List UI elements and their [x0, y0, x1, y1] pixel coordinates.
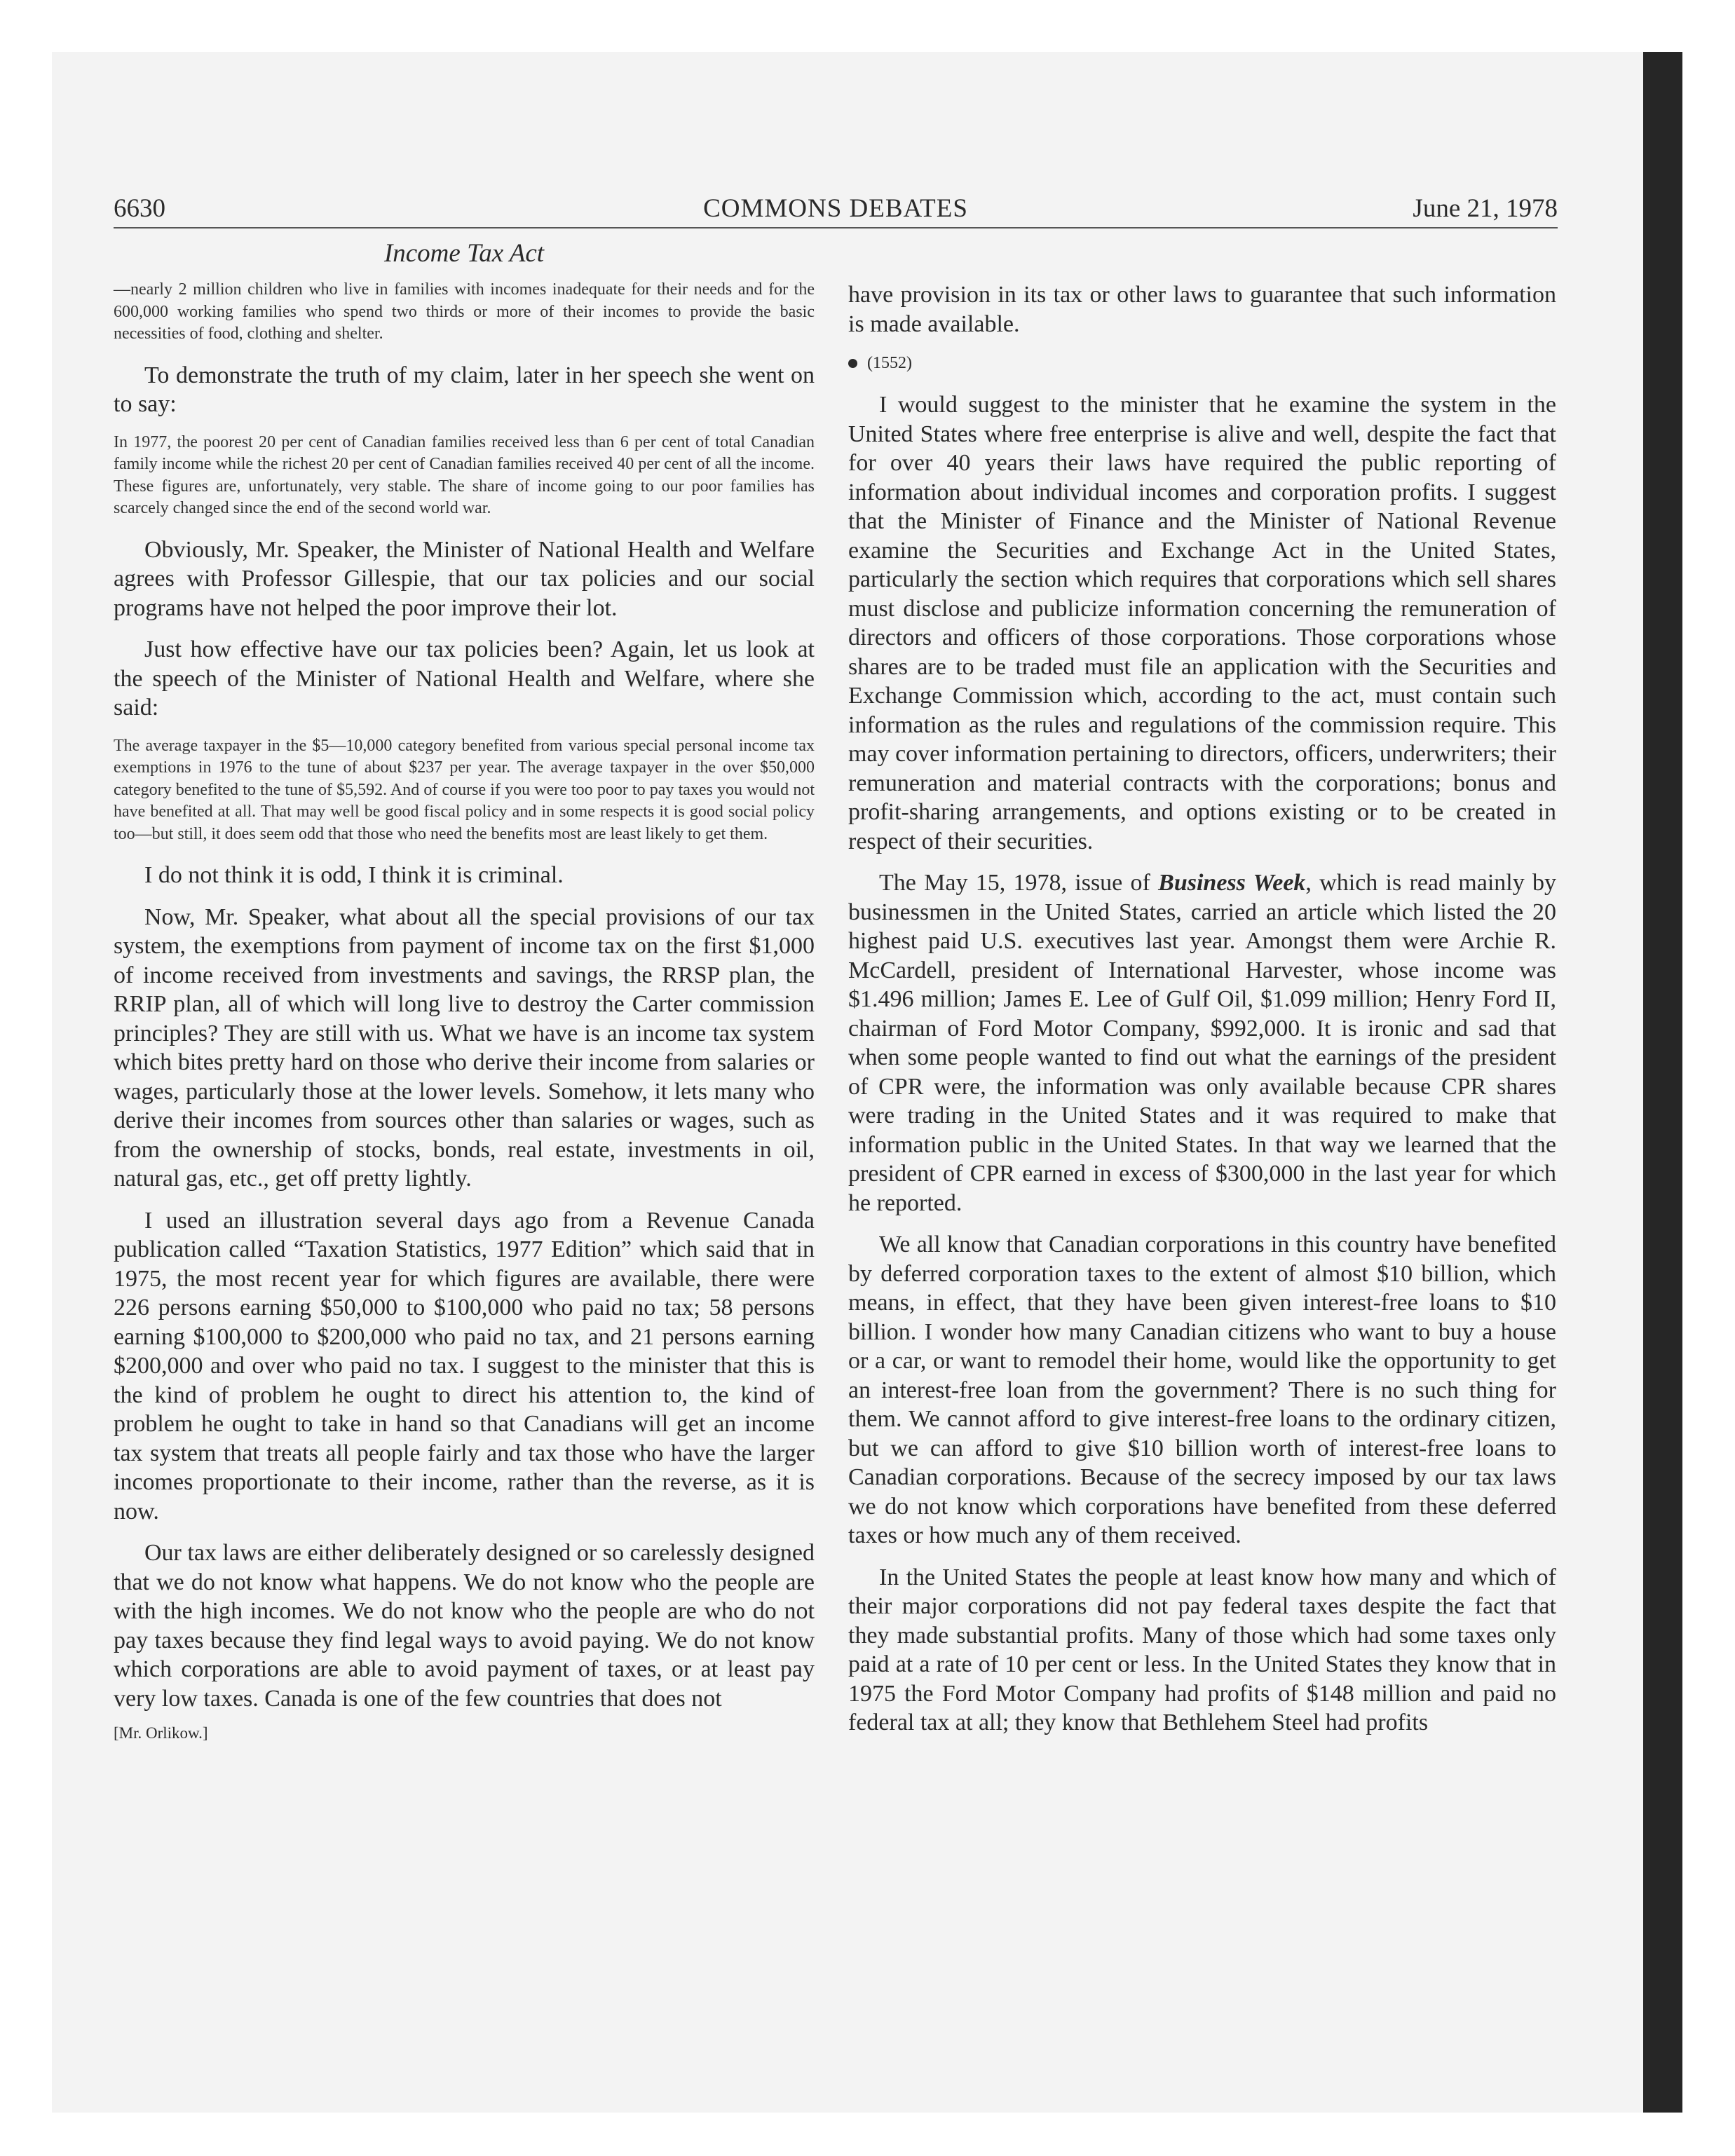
- publication-name: Business Week: [1158, 870, 1306, 896]
- scan-edge-bar: [1643, 52, 1682, 2113]
- page-header: [114, 193, 1558, 228]
- paragraph: Obviously, Mr. Speaker, the Minister of National Health and Welfare agrees with Professor Gillespie, that our tax policies and our social programs have not helped the poor improve their lot.: [114, 536, 815, 621]
- time-marker: [848, 351, 1556, 375]
- paragraph: have provision in its tax or other laws to guarantee that such information is made available.: [848, 282, 1556, 337]
- quote-block: In 1977, the poorest 20 per cent of Canadian families received less than 6 per cent of total Canadian family income while the richest 20 per cent of Canadian families received 40 per cent of all the income. These figures are, unfortunately, very stable. The share of income going to our poor families has scarcely changed since the end of the second world war.: [114, 432, 815, 517]
- paragraph: We all know that Canadian corporations in this country have benefited by deferred corporation taxes to the extent of almost $10 billion, which means, in effect, that they have been given interest-free loans to $10 billion. I wonder how many Canadian citizens who want to buy a house or a car, or want to remodel their home, would like the opportunity to get an interest-free loan from the government? There is no such thing for them. We cannot afford to give interest-free loans to the ordinary citizen, but we can afford to give $10 billion worth of interest-free loans to Canadian corporations. Because of the secrecy imposed by our tax laws we do not know which corporations have benefited from these deferred taxes or how much any of them received.: [848, 1231, 1556, 1548]
- time-marker-text: (1552): [867, 354, 912, 372]
- bullet-icon: [848, 359, 857, 368]
- paragraph-text: , which is read mainly by businessmen in the United States, carried an article which listed the 20 highest paid U.S. executives last year. Amongst them were Archie R. McCardell, president of International Harvester, whose income was $1.496 million; James E. Lee of Gulf Oil, $1.099 million; Henry Ford II, chairman of Ford Motor Company, $992,000. It is ironic and sad that when some people wanted to find out what the earnings of the president of CPR were, the information was only available because CPR shares were trading in the United States and it was required to make that information public in the United States. In that way we learned that the president of CPR earned in excess of $300,000 in the last year for which he reported.: [848, 870, 1556, 1216]
- section-title: Income Tax Act: [383, 239, 545, 268]
- paragraph: To demonstrate the truth of my claim, later in her speech she went on to say:: [114, 362, 815, 417]
- paragraph: In the United States the people at least know how many and which of their major corporations did not pay federal taxes despite the fact that they made substantial profits. Many of those which had some taxes only paid at a rate of 10 per cent or less. In the United States they know that in 1975 the Ford Motor Company had profits of $148 million and paid no federal tax at all; they know that Bethlehem Steel had profits: [848, 1564, 1556, 1735]
- left-column: [114, 238, 815, 1744]
- publication-title: COMMONS DEBATES: [703, 194, 968, 223]
- paragraph: I used an illustration several days ago from a Revenue Canada publication called “Taxation Statistics, 1977 Edition” which said that in 1975, the most recent year for which figures are available, there were 226 persons earning $50,000 to $100,000 who paid no tax; 58 persons earning $100,000 to $200,000 who paid no tax, and 21 persons earning $200,000 and over who paid no tax. I suggest to the minister that this is the kind of problem he ought to direct his attention to, the kind of problem he ought to take in hand so that Canadians will get an income tax system that treats all people fairly and tax those who have the larger incomes proportionate to their income, rather than the reverse, as it is now.: [114, 1207, 815, 1524]
- paragraph: Just how effective have our tax policies been? Again, let us look at the speech of the Minister of National Health and Welfare, where she said:: [114, 636, 815, 721]
- paragraph: Our tax laws are either deliberately designed or so carelessly designed that we do not know what happens. We do not know who the people are with the high incomes. We do not know who the people are who do not pay taxes because they find legal ways to avoid paying. We do not know which corporations are able to avoid payment of taxes, or at least pay very low taxes. Canada is one of the few countries that does not: [114, 1540, 815, 1712]
- publication-date: June 21, 1978: [1413, 194, 1558, 223]
- paragraph-business-week: [848, 868, 1556, 1217]
- speaker-attribution: [Mr. Orlikow.]: [114, 1724, 208, 1742]
- paragraph: Now, Mr. Speaker, what about all the special provisions of our tax system, the exemptions from payment of income tax on the first $1,000 of income received from investments and savings, the RRSP plan, the RRIP plan, all of which will long live to destroy the Carter commission principles? They are still with us. What we have is an income tax system which bites pretty hard on those who derive their income from salaries or wages, particularly those at the lower levels. Somehow, it lets many who derive their incomes from sources other than salaries or wages, such as from the ownership of stocks, bonds, real estate, investments in oil, natural gas, etc., get off pretty lightly.: [114, 903, 815, 1192]
- quote-block: —nearly 2 million children who live in families with incomes inadequate for their needs and for the 600,000 working families who spend two thirds or more of their incomes to provide the basic necessities of food, clothing and shelter.: [114, 280, 815, 343]
- paragraph: I would suggest to the minister that he examine the system in the United States where free enterprise is alive and well, despite the fact that for over 40 years their laws have required the public reporting of information about individual incomes and corporation profits. I suggest that the Minister of Finance and the Minister of National Revenue examine the Securities and Exchange Act in the United States, particularly the section which requires that corporations which sell shares must disclose and publicize information concerning the remuneration of directors and officers of those corporations. Those corporations whose shares are to be traded must file an application with the Securities and Exchange Commission which, according to the act, must contain such information as the rules and regulations of the commission require. This may cover information pertaining to directors, officers, underwriters; their remuneration and material contracts with the corporations; bonus and profit-sharing arrangements, and options existing or to be created in respect of their securities.: [848, 392, 1556, 854]
- paragraph: I do not think it is odd, I think it is criminal.: [144, 862, 564, 888]
- page-number: 6630: [114, 194, 165, 223]
- quote-block: The average taxpayer in the $5—10,000 category benefited from various special personal income tax exemptions in 1976 to the tune of about $237 per year. The average taxpayer in the over $50,000 category benefited to the tune of $5,592. And of course if you were too poor to pay taxes you would not have benefited at all. That may well be good fiscal policy and in some respects it is good social policy too—but still, it does seem odd that those who need the benefits most are least likely to get them.: [114, 736, 815, 843]
- right-column: [848, 280, 1556, 1750]
- paragraph-text: The May 15, 1978, issue of: [879, 870, 1159, 896]
